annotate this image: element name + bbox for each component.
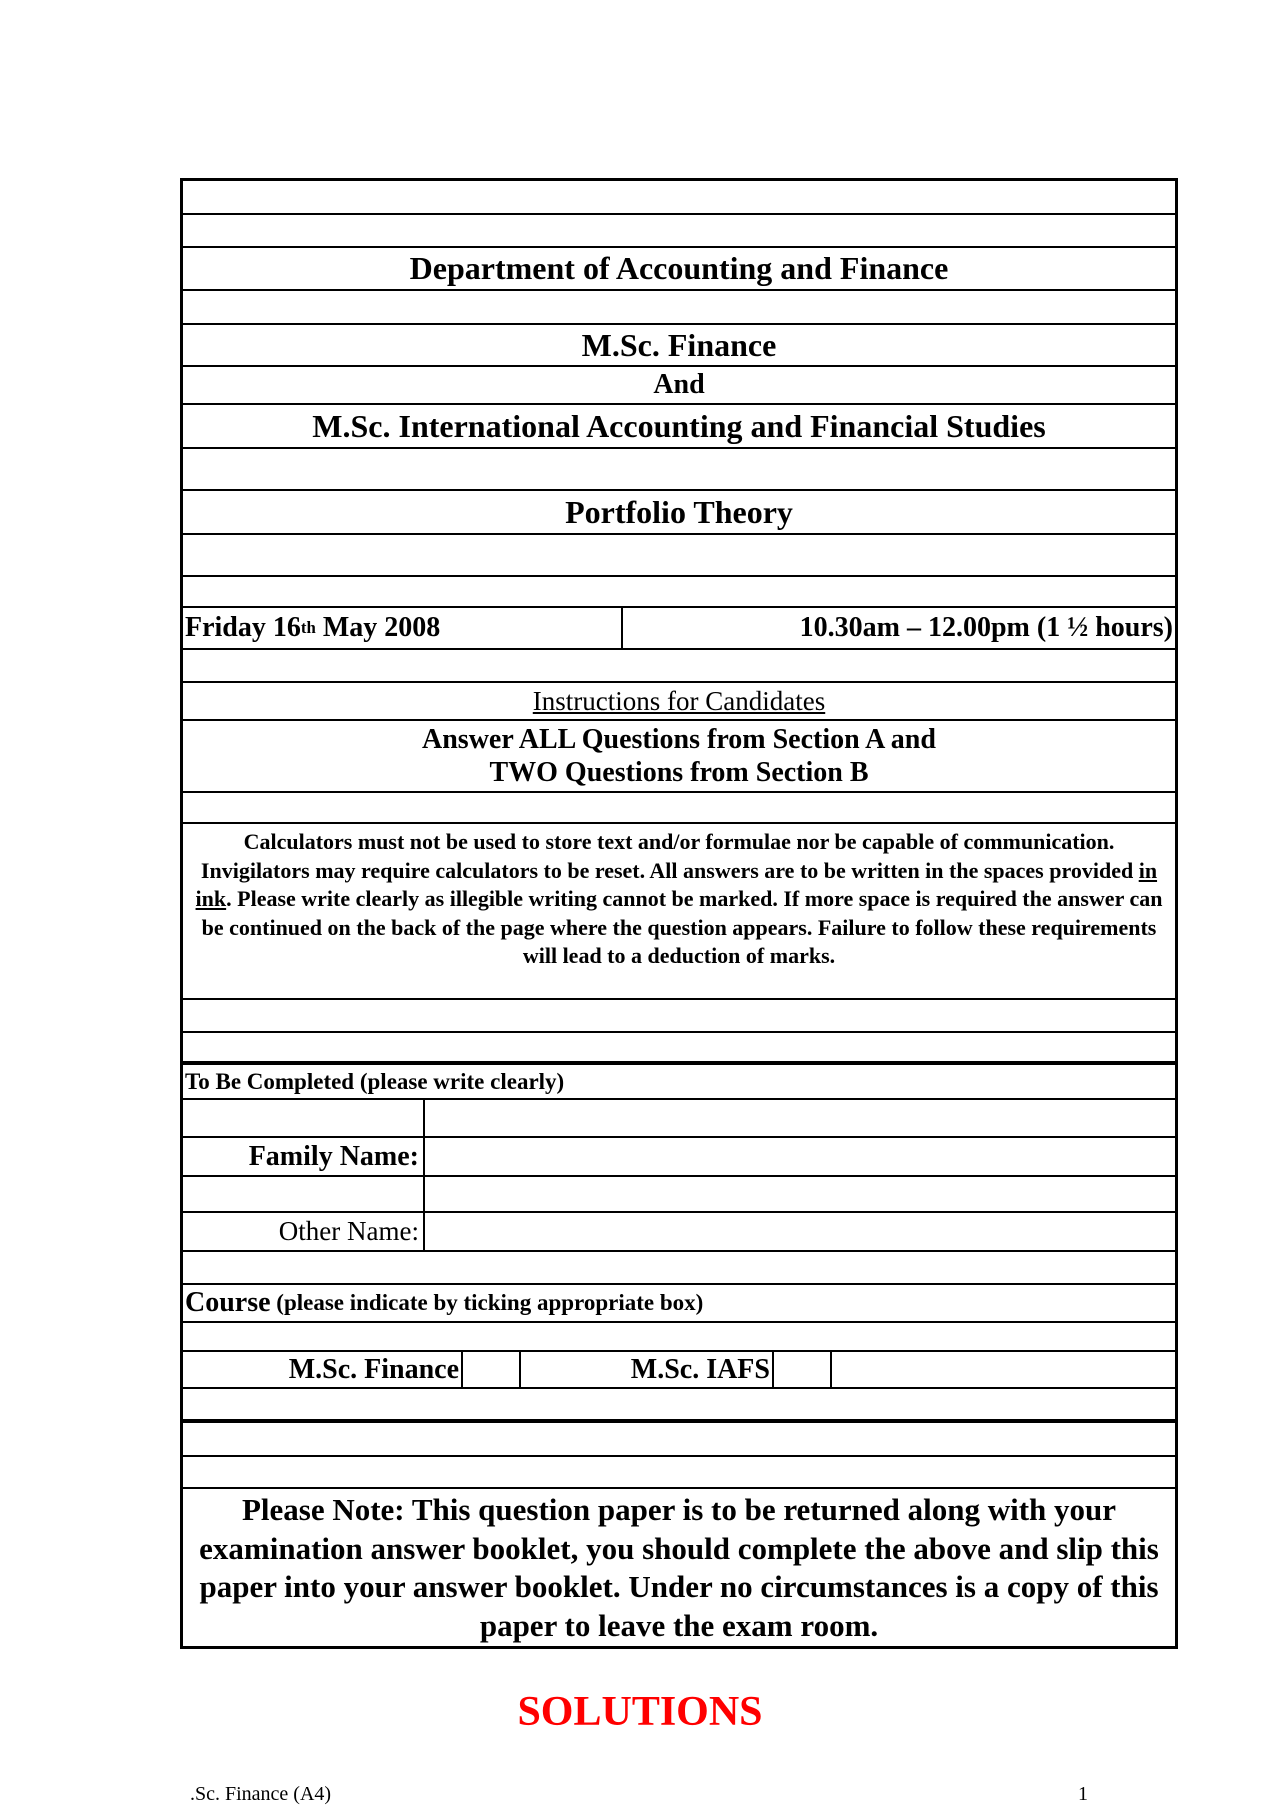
footer-course-code: .Sc. Finance (A4)	[190, 1783, 332, 1805]
please-note: Please Note: This question paper is to be returned along with your examination answer booklet, you should complete the above and slip this paper into your answer booklet. Under no circumstances is a copy of this paper to leave the exam room.	[199, 1492, 1159, 1643]
blank-row	[183, 793, 1175, 824]
blank-row	[183, 291, 1175, 325]
blank-row	[183, 535, 1175, 577]
instructions-heading: Instructions for Candidates	[532, 685, 826, 716]
other-name-label: Other Name:	[183, 1213, 425, 1250]
blank-row	[183, 577, 1175, 608]
family-name-row	[183, 1138, 1175, 1177]
course-options-row	[183, 1352, 1175, 1389]
blank-row	[183, 1252, 1175, 1285]
module-title: Portfolio Theory	[183, 491, 1175, 535]
course-option-msc-iafs: M.Sc. IAFS	[521, 1352, 774, 1387]
blank-row	[183, 215, 1175, 248]
family-name-field[interactable]	[425, 1138, 1175, 1175]
form-blank-row	[183, 1177, 1175, 1213]
other-name-field[interactable]	[425, 1213, 1175, 1250]
course-label: Course	[185, 1287, 271, 1318]
blank-row	[183, 1323, 1175, 1352]
msc-finance-tick-box[interactable]	[463, 1352, 521, 1387]
blank-row	[183, 449, 1175, 491]
in-ink-emphasis: in ink	[195, 857, 1158, 911]
programme-title-2: M.Sc. International Accounting and Financial Studies	[183, 405, 1175, 449]
blank-row	[183, 1457, 1175, 1489]
family-name-label: Family Name:	[183, 1138, 425, 1175]
and-label: And	[183, 367, 1175, 405]
exam-time: 10.30am – 12.00pm (1 ½ hours)	[799, 612, 1173, 643]
blank-row	[183, 650, 1175, 683]
exam-date: Friday 16 th May 2008	[183, 608, 623, 648]
department-title: Department of Accounting and Finance	[183, 248, 1175, 291]
exam-cover-table	[180, 178, 1178, 1649]
blank-row	[183, 181, 1175, 215]
course-row	[183, 1285, 1175, 1323]
blank-row	[183, 1033, 1175, 1065]
blank-row	[183, 1389, 1175, 1423]
blank-row	[183, 1423, 1175, 1457]
page-number: 1	[1078, 1783, 1088, 1805]
instructions-heading-row	[183, 683, 1175, 721]
answer-instructions: Answer ALL Questions from Section A and TWO Questions from Section B	[183, 721, 1175, 793]
other-name-row	[183, 1213, 1175, 1252]
form-blank-row	[183, 1100, 1175, 1138]
course-option-msc-finance: M.Sc. Finance	[183, 1352, 463, 1387]
msc-iafs-tick-box[interactable]	[774, 1352, 832, 1387]
exam-date-row	[183, 608, 1175, 650]
blank-row	[183, 1000, 1175, 1033]
exam-rules-paragraph: Calculators must not be used to store text and/or formulae nor be capable of communication. Invigilators may require calculators to be reset. All answers are to be written in the spaces provided in ink. Please write clearly as illegible writing cannot be marked. If more space is required the answer can be continued on the back of the page where the question appears. Failure to follow these requirements will lead to a deduction of marks.	[183, 824, 1175, 1000]
form-heading: To Be Completed (please write clearly)	[183, 1065, 1175, 1100]
course-hint: (please indicate by ticking appropriate box)	[270, 1290, 704, 1315]
solutions-stamp: SOLUTIONS	[517, 1689, 763, 1735]
programme-title-1: M.Sc. Finance	[183, 325, 1175, 367]
